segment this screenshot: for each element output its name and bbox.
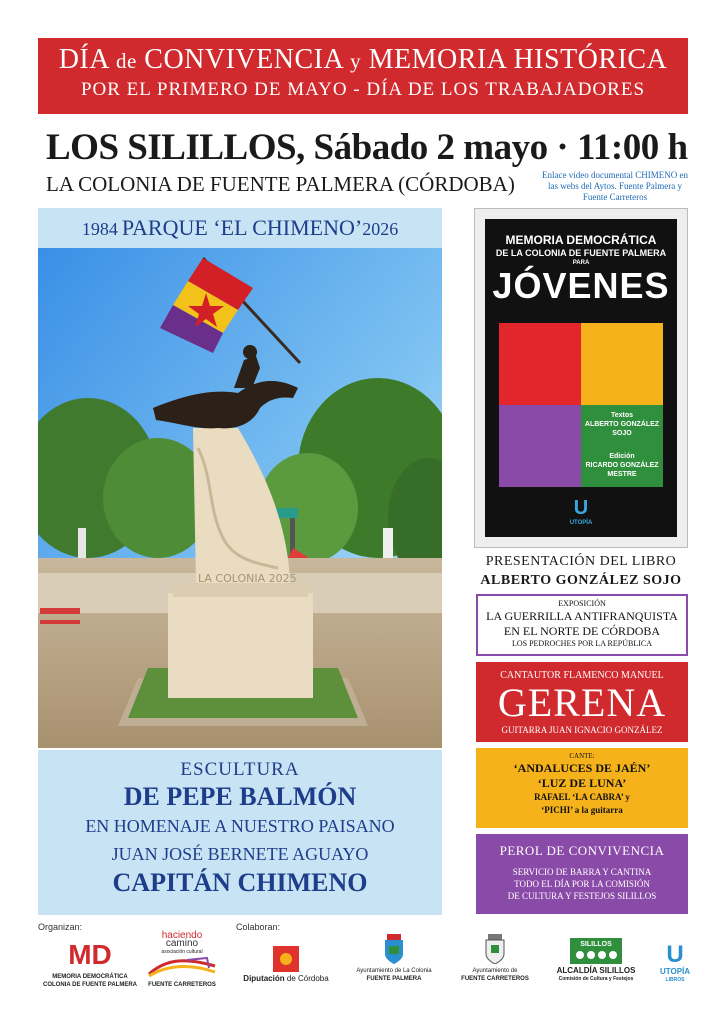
fuente-carreteros-crest-icon [484,934,506,964]
parque-header [38,208,442,248]
sculpture-caption [38,750,442,915]
presentation-title: PRESENTACIÓN DEL LIBRO [485,554,677,569]
sil-name-1: ALCALDÍA SILILLOS [556,966,636,975]
hc-sub: asociación cultural [161,949,203,955]
perol-box [476,834,688,914]
parque-year-start: 1984 [81,219,118,239]
exhibition-box [476,594,688,656]
md-name-2: COLONIA DE FUENTE PALMERA [43,982,137,988]
gerena-label: CANTAUTOR FLAMENCO MANUEL [500,670,664,681]
dip-name [236,975,336,983]
sponsors-footer [0,918,724,1024]
cante-song-2: ‘LUZ DE LUNA’ [537,776,627,790]
caption-line-1: ESCULTURA [180,759,300,780]
gerena-box [476,662,688,742]
book-credits [581,405,663,487]
fuente-palmera-crest-icon [383,934,405,964]
dip-name-b: de Córdoba [286,974,329,983]
event-location: LA COLONIA DE FUENTE PALMERA (CÓRDOBA) [46,172,515,196]
banner-subtitle: POR EL PRIMERO DE MAYO - DÍA DE LOS TRABAJADORES [80,79,646,100]
book-textos-name: ALBERTO GONZÁLEZ SOJO [584,421,660,437]
book-title-1: MEMORIA DEMOCRÁTICA [505,233,657,247]
perol-desc-2: TODO EL DÍA POR LA COMISIÓN [514,879,650,889]
exhibition-subtitle: LOS PEDROCHES POR LA REPÚBLICA [511,639,653,648]
parque-name: PARQUE ‘EL CHIMENO’ [121,215,363,240]
hc-name: FUENTE CARRETEROS [148,982,216,988]
dip-name-a: Diputación [243,974,285,983]
sculpture-photo [38,248,442,748]
book-title-main: JÓVENES [492,265,670,306]
book-logo-text: UTOPÍA [569,520,593,526]
utopia-logo-icon: U [666,941,684,968]
book-textos-label: Textos [610,412,634,419]
book-publisher-logo [485,497,677,527]
ayto-fp-1: Ayuntamiento de La Colonia [356,968,432,974]
gerena-guitar: GUITARRA JUAN IGNACIO GONZÁLEZ [501,725,663,735]
org-diputacion [236,946,336,983]
utopia-name: UTOPÍA [659,967,691,976]
perol-desc [476,860,688,902]
hc-logo-1: haciendo [161,930,203,941]
book-edicion-name: RICARDO GONZÁLEZ MESTRE [585,462,659,478]
org-alcaldia-sililos [548,938,644,983]
caption-line-2: DE PEPE BALMÓN [123,782,357,811]
md-logo-icon: MD [68,939,112,970]
banner-title: DÍA de CONVIVENCIA y MEMORIA HISTÓRICA [58,44,668,75]
hc-logo-2: camino [165,938,199,949]
gerena-name: GERENA [497,680,667,725]
book-cover-inner [485,219,677,537]
sililos-badge [570,938,622,964]
haciendo-camino-logo-icon [147,956,217,978]
caption-line-4: JUAN JOSÉ BERNETE AGUAYO [111,844,369,864]
sililos-rings-icon [574,950,618,960]
organizan-label: Organizan: [38,922,83,932]
parque-year-end: 2026 [362,219,399,239]
caption-line-5: CAPITÁN CHIMENO [112,868,368,897]
book-quadrant-red [499,323,581,405]
plinth-inscription: LA COLONIA 2025 [198,572,297,585]
caption-line-3: EN HOMENAJE A NUESTRO PAISANO [85,816,395,836]
exhibition-title-2: EN EL NORTE DE CÓRDOBA [503,624,661,638]
cante-label: CANTE: [569,752,595,760]
perol-desc-3: DE CULTURA Y FESTEJOS SILILLOS [507,891,657,901]
book-edicion-label: Edición [609,453,635,460]
exhibition-title-1: LA GUERRILLA ANTIFRANQUISTA [486,609,678,623]
ayto-fp-2: FUENTE PALMERA [366,976,422,982]
org-ayto-fuente-palmera [350,934,438,983]
book-quadrant-purple [499,405,581,487]
utopia-sub: LIBROS [665,977,685,983]
book-title-3: PARA [572,260,590,266]
book-presentation [474,552,688,590]
video-note: Enlace vídeo documental CHIMENO en las webs del Aytos. Fuente Palmera y Fuente Carreteros [542,170,688,202]
ayto-fc-1: Ayuntamiento de [472,968,518,974]
diputacion-logo-icon [273,946,299,972]
cante-song-1: ‘ANDALUCES DE JAÉN’ [513,761,651,775]
exhibition-label: EXPOSICIÓN [558,599,606,608]
book-cover [474,208,688,548]
org-memoria-democratica [40,940,140,989]
md-name-1: MEMORIA DEMOCRÁTICA [52,974,128,980]
cante-performer-2: ‘PICHI’ a la guitarra [541,805,623,815]
title-banner [38,38,688,114]
book-title-2: DE LA COLONIA DE FUENTE PALMERA [495,248,667,258]
book-logo-u: U [573,497,589,519]
event-place-date: LOS SILILLOS, Sábado 2 mayo · 11:00 h [46,127,688,168]
book-color-grid [499,323,663,487]
org-utopia [652,942,698,984]
cante-box [476,748,688,828]
ayto-fc-2: FUENTE CARRETEROS [461,976,529,982]
org-haciendo-camino [142,932,222,989]
perol-title: PEROL DE CONVIVENCIA [499,843,665,858]
org-ayto-fuente-carreteros [452,934,538,983]
perol-desc-1: SERVICIO DE BARRA Y CANTINA [512,867,652,877]
presentation-author: ALBERTO GONZÁLEZ SOJO [480,573,682,588]
sililos-badge-text: SILILLOS [580,941,612,948]
colaboran-label: Colaboran: [236,922,281,932]
cante-performer-1: RAFAEL ‘LA CABRA’ y [534,792,630,802]
book-quadrant-yellow [581,323,663,405]
sil-name-2: Comisión de Cultura y Festejos [558,976,634,982]
